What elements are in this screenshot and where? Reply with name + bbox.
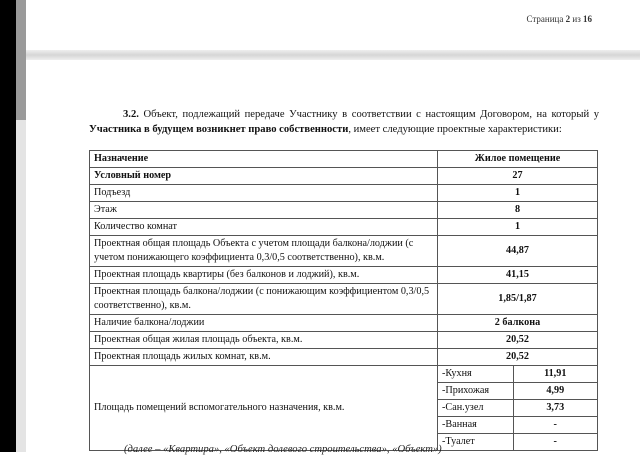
row-label: Проектная общая площадь Объекта с учетом площади балкона/лоджии (с учетом понижающего коэффициента 0,3/0,5 соответственно), кв.м. <box>90 236 438 267</box>
total-pages: 16 <box>583 14 592 24</box>
aux-value: - <box>513 417 597 434</box>
aux-row <box>438 383 597 400</box>
row-value: 41,15 <box>438 267 598 284</box>
table-row <box>90 267 598 284</box>
aux-value: 11,91 <box>513 366 597 383</box>
footer-note: (далее – «Квартира», «Объект долевого строительства», «Объект») <box>124 444 442 455</box>
row-label: Наличие балкона/лоджии <box>90 315 438 332</box>
page-separator <box>26 50 640 60</box>
aux-label: -Ванная <box>438 417 513 434</box>
page-number <box>527 14 593 24</box>
row-value: 20,52 <box>438 332 598 349</box>
aux-row <box>438 400 597 417</box>
table-row <box>90 219 598 236</box>
page-prefix: Страница <box>526 14 564 24</box>
screen-edge <box>0 0 16 452</box>
aux-value: 4,99 <box>513 383 597 400</box>
aux-label: -Прихожая <box>438 383 513 400</box>
aux-value: - <box>553 436 557 447</box>
aux-cell <box>438 366 598 451</box>
table-row <box>90 349 598 366</box>
characteristics-table <box>89 150 598 451</box>
aux-label: -Туалет <box>438 434 513 451</box>
clause-number: 3.2. <box>123 109 139 120</box>
aux-value: 3,73 <box>513 400 597 417</box>
row-value: 44,87 <box>438 236 598 267</box>
table-row <box>90 315 598 332</box>
clause-bold: Участника в будущем возникнет право собственности <box>89 124 349 135</box>
row-value: 2 балкона <box>438 315 598 332</box>
page-of: из <box>572 14 581 24</box>
row-label: Этаж <box>90 202 438 219</box>
clause-text: Объект, подлежащий передаче Участнику в соответствии с настоящим Договором, на который у <box>138 109 599 120</box>
table-row <box>90 332 598 349</box>
header-cell: Назначение <box>90 151 438 168</box>
scrollbar-thumb[interactable] <box>16 0 26 120</box>
row-value: 20,52 <box>438 349 598 366</box>
aux-row <box>438 434 597 451</box>
table-row <box>90 202 598 219</box>
table-row <box>90 284 598 315</box>
row-label: Площадь помещений вспомогательного назначения, кв.м. <box>90 366 438 451</box>
header-cell: Жилое помещение <box>438 151 598 168</box>
row-label: Проектная площадь квартиры (без балконов и лоджий), кв.м. <box>90 267 438 284</box>
row-label: Проектная площадь жилых комнат, кв.м. <box>90 349 438 366</box>
aux-row <box>438 417 597 434</box>
row-value: 8 <box>438 202 598 219</box>
table-row <box>90 168 598 185</box>
row-label: Проектная площадь балкона/лоджии (с понижающим коэффициентом 0,3/0,5 соответственно), кв.м. <box>90 284 438 315</box>
table-row <box>90 185 598 202</box>
clause-text-end: , имеет следующие проектные характеристики: <box>348 124 562 135</box>
table-row <box>90 236 598 267</box>
table-row <box>90 366 598 451</box>
aux-label: -Кухня <box>438 366 513 383</box>
clause-paragraph <box>89 107 599 137</box>
scrollbar-track[interactable] <box>16 120 26 452</box>
row-value: 27 <box>438 168 598 185</box>
row-value: 1,85/1,87 <box>438 284 598 315</box>
aux-row <box>438 366 597 383</box>
table-header <box>90 151 598 168</box>
row-value: 1 <box>438 219 598 236</box>
row-label: Подъезд <box>90 185 438 202</box>
current-page: 2 <box>565 14 571 24</box>
row-value: 1 <box>438 185 598 202</box>
aux-label: -Сан.узел <box>438 400 513 417</box>
row-label: Проектная общая жилая площадь объекта, кв.м. <box>90 332 438 349</box>
row-label: Количество комнат <box>90 219 438 236</box>
row-label: Условный номер <box>90 168 438 185</box>
